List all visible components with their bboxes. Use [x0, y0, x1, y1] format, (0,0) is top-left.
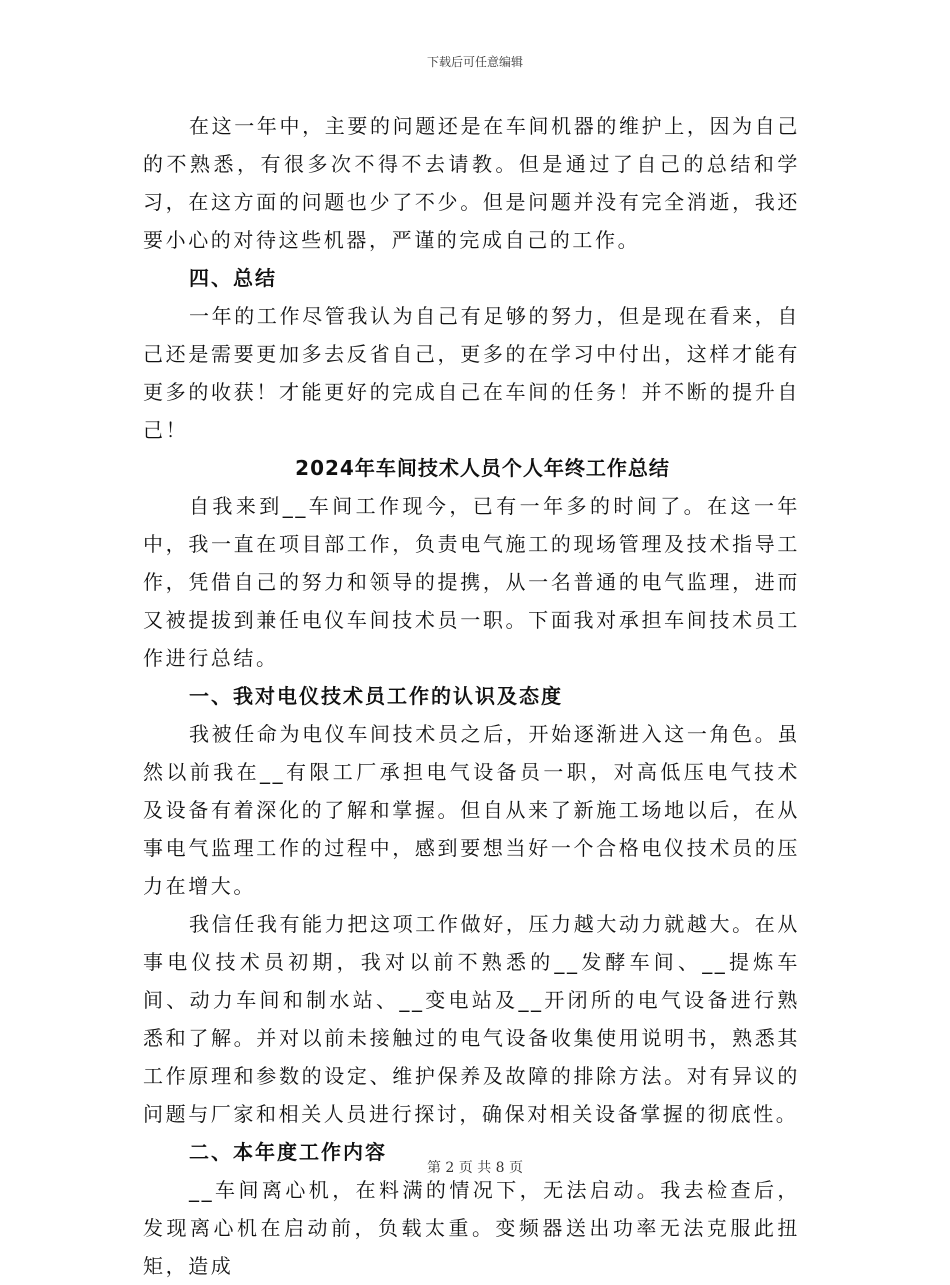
paragraph: __车间离心机，在料满的情况下，无法启动。我去检查后，发现离心机在启动前，负载太重。变频器送出功率无法克服此扭矩，造成	[143, 1178, 800, 1278]
page-header: 下载后可任意编辑	[426, 55, 523, 69]
section-heading: 一、我对电仪技术员工作的认识及态度	[189, 684, 563, 708]
document-title: 2024年车间技术人员个人年终工作总结	[295, 456, 670, 480]
paragraph: 一年的工作尽管我认为自己有足够的努力，但是现在看来，自己还是需要更加多去反省自己，更多的在学习中付出，这样才能有更多的收获！才能更好的完成自己在车间的任务！并不断的提升自己！	[143, 304, 800, 442]
paragraph: 在这一年中，主要的问题还是在车间机器的维护上，因为自己的不熟悉，有很多次不得不去请教。但是通过了自己的总结和学习，在这方面的问题也少了不少。但是问题并没有完全消逝，我还要小心的对待这些机器，严谨的完成自己的工作。	[143, 114, 800, 252]
page-footer: 第 2 页 共 8 页	[426, 1160, 524, 1176]
paragraph: 自我来到__车间工作现今，已有一年多的时间了。在这一年中，我一直在项目部工作，负责电气施工的现场管理及技术指导工作，凭借自己的努力和领导的提携，从一名普通的电气监理，进而又被提拔到兼任电仪车间技术员一职。下面我对承担车间技术员工作进行总结。	[143, 494, 800, 670]
paragraph: 我信任我有能力把这项工作做好，压力越大动力就越大。在从事电仪技术员初期，我对以前不熟悉的__发酵车间、__提炼车间、动力车间和制水站、__变电站及__开闭所的电气设备进行熟悉和了解。并对以前未接触过的电气设备收集使用说明书，熟悉其工作原理和参数的设定、维护保养及故障的排除方法。对有异议的问题与厂家和相关人员进行探讨，确保对相关设备掌握的彻底性。	[143, 912, 800, 1126]
section-heading: 二、本年度工作内容	[189, 1140, 387, 1164]
paragraph: 我被任命为电仪车间技术员之后，开始逐渐进入这一角色。虽然以前我在__有限工厂承担电气设备员一职，对高低压电气技术及设备有着深化的了解和掌握。但自从来了新施工场地以后，在从事电气监理工作的过程中，感到要想当好一个合格电仪技术员的压力在增大。	[143, 722, 800, 898]
document-body	[143, 107, 800, 1285]
section-heading: 四、总结	[189, 266, 277, 290]
